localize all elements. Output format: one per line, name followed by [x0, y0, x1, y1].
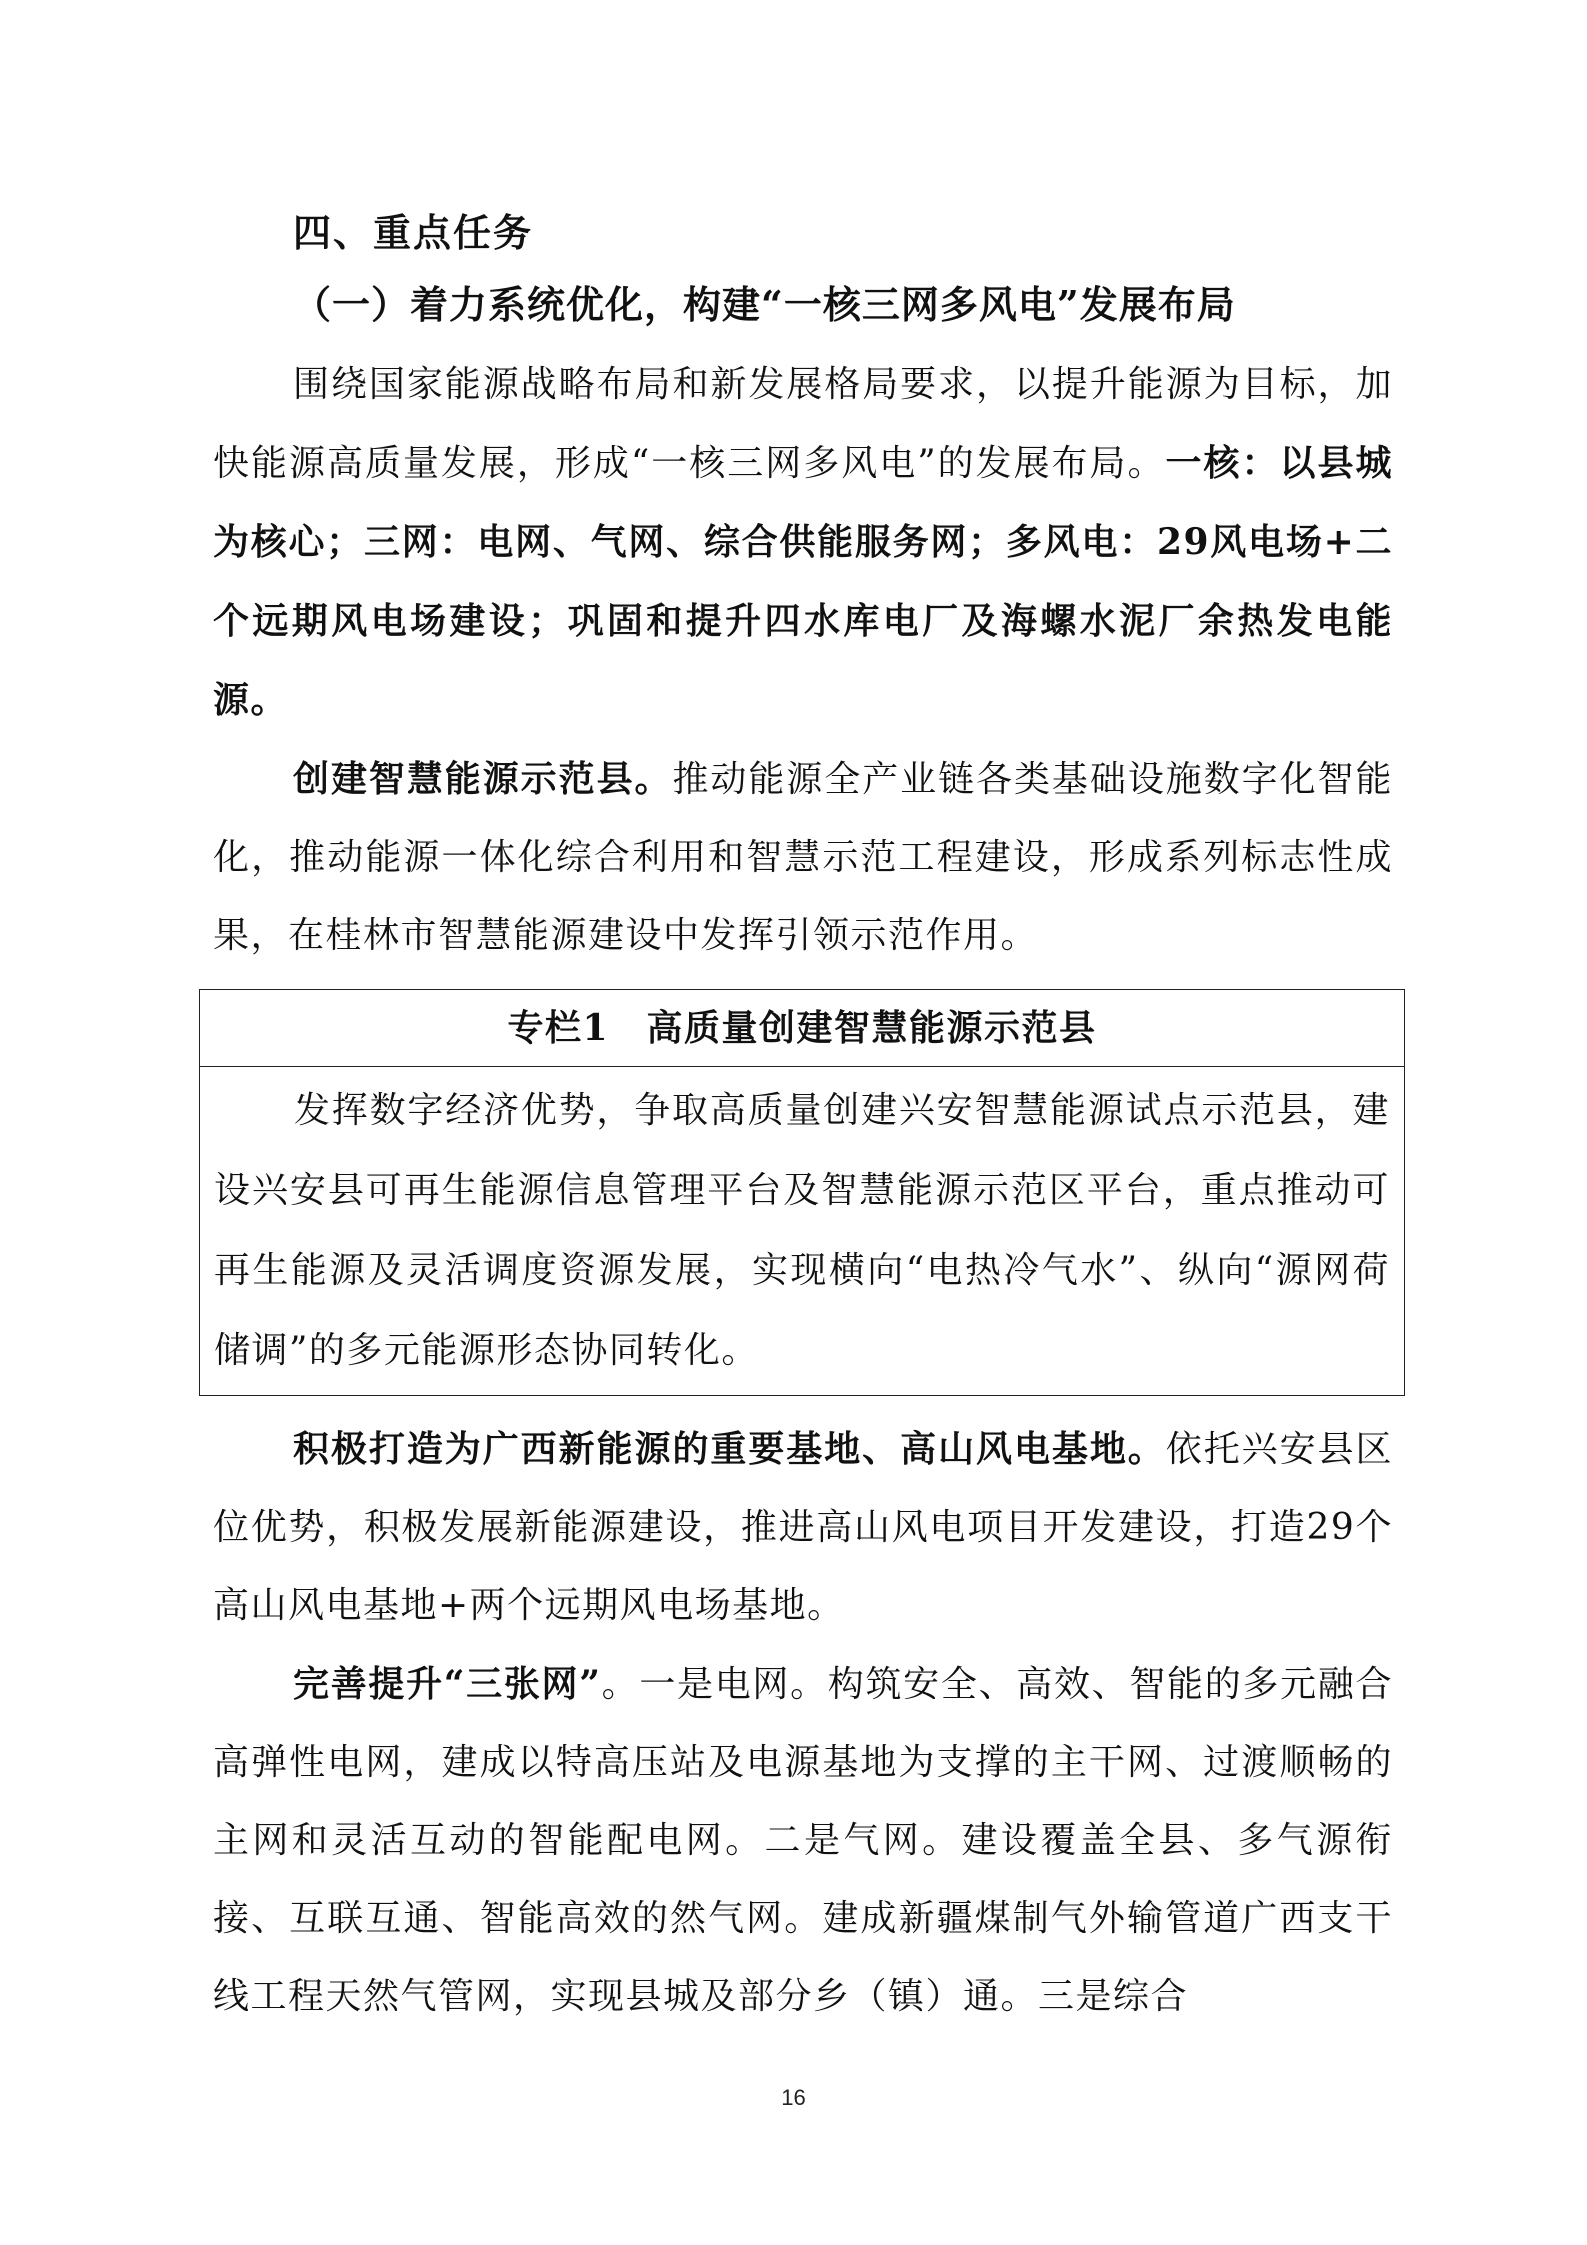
column-box-body	[200, 1067, 1404, 1395]
page-content	[213, 200, 1393, 2036]
paragraph-layout-bold: 一核：以县城为核心；三网：电网、气网、综合供能服务网；多风电：29风电场+二个远期风电场建设；巩固和提升四水库电厂及海螺水泥厂余热发电能源。	[213, 442, 1393, 721]
paragraph-wind-base	[213, 1410, 1393, 1645]
column-box	[199, 989, 1405, 1396]
paragraph-smart-energy-text: 推动能源全产业链各类基础设施数字化智能化，推动能源一体化综合利用和智慧示范工程建设，形成系列标志性成果，在桂林市智慧能源建设中发挥引领示范作用。	[213, 759, 1393, 956]
paragraph-three-networks-text: 。一是电网。构筑安全、高效、智能的多元融合高弹性电网，建成以特高压站及电源基地为支撑的主干网、过渡顺畅的主网和灵活互动的智能配电网。二是气网。建设覆盖全县、多气源衔接、互联互通、智能高效的然气网。建成新疆煤制气外输管道广西支干线工程天然气管网，实现县城及部分乡（镇）通。三是综合	[213, 1664, 1393, 2017]
subsection-heading: （一）着力系统优化，构建“一核三网多风电”发展布局	[293, 282, 1236, 327]
section-heading: 四、重点任务	[293, 210, 534, 255]
paragraph-layout	[213, 346, 1393, 740]
paragraph-smart-energy-lead: 创建智慧能源示范县。	[293, 758, 673, 800]
paragraph-three-networks-lead: 完善提升“三张网”	[293, 1663, 602, 1705]
page-number: 16	[781, 2085, 806, 2110]
paragraph-wind-base-text: 依托兴安县区位优势，积极发展新能源建设，推进高山风电项目开发建设，打造29个高山风电基地+两个远期风电场基地。	[213, 1429, 1393, 1626]
paragraph-three-networks	[213, 1645, 1393, 2036]
paragraph-layout-text: 围绕国家能源战略布局和新发展格局要求，以提升能源为目标，加快能源高质量发展，形成“一核三网多风电”的发展布局。	[213, 364, 1393, 484]
column-box-title: 专栏1 高质量创建智慧能源示范县	[200, 990, 1404, 1067]
paragraph-smart-energy	[213, 740, 1393, 975]
paragraph-wind-base-lead: 积极打造为广西新能源的重要基地、高山风电基地。	[293, 1428, 1166, 1470]
column-box-text: 发挥数字经济优势，争取高质量创建兴安智慧能源试点示范县，建设兴安县可再生能源信息管理平台及智慧能源示范区平台，重点推动可再生能源及灵活调度资源发展，实现横向“电热冷气水”、纵向“源网荷储调”的多元能源形态协同转化。	[214, 1090, 1390, 1371]
